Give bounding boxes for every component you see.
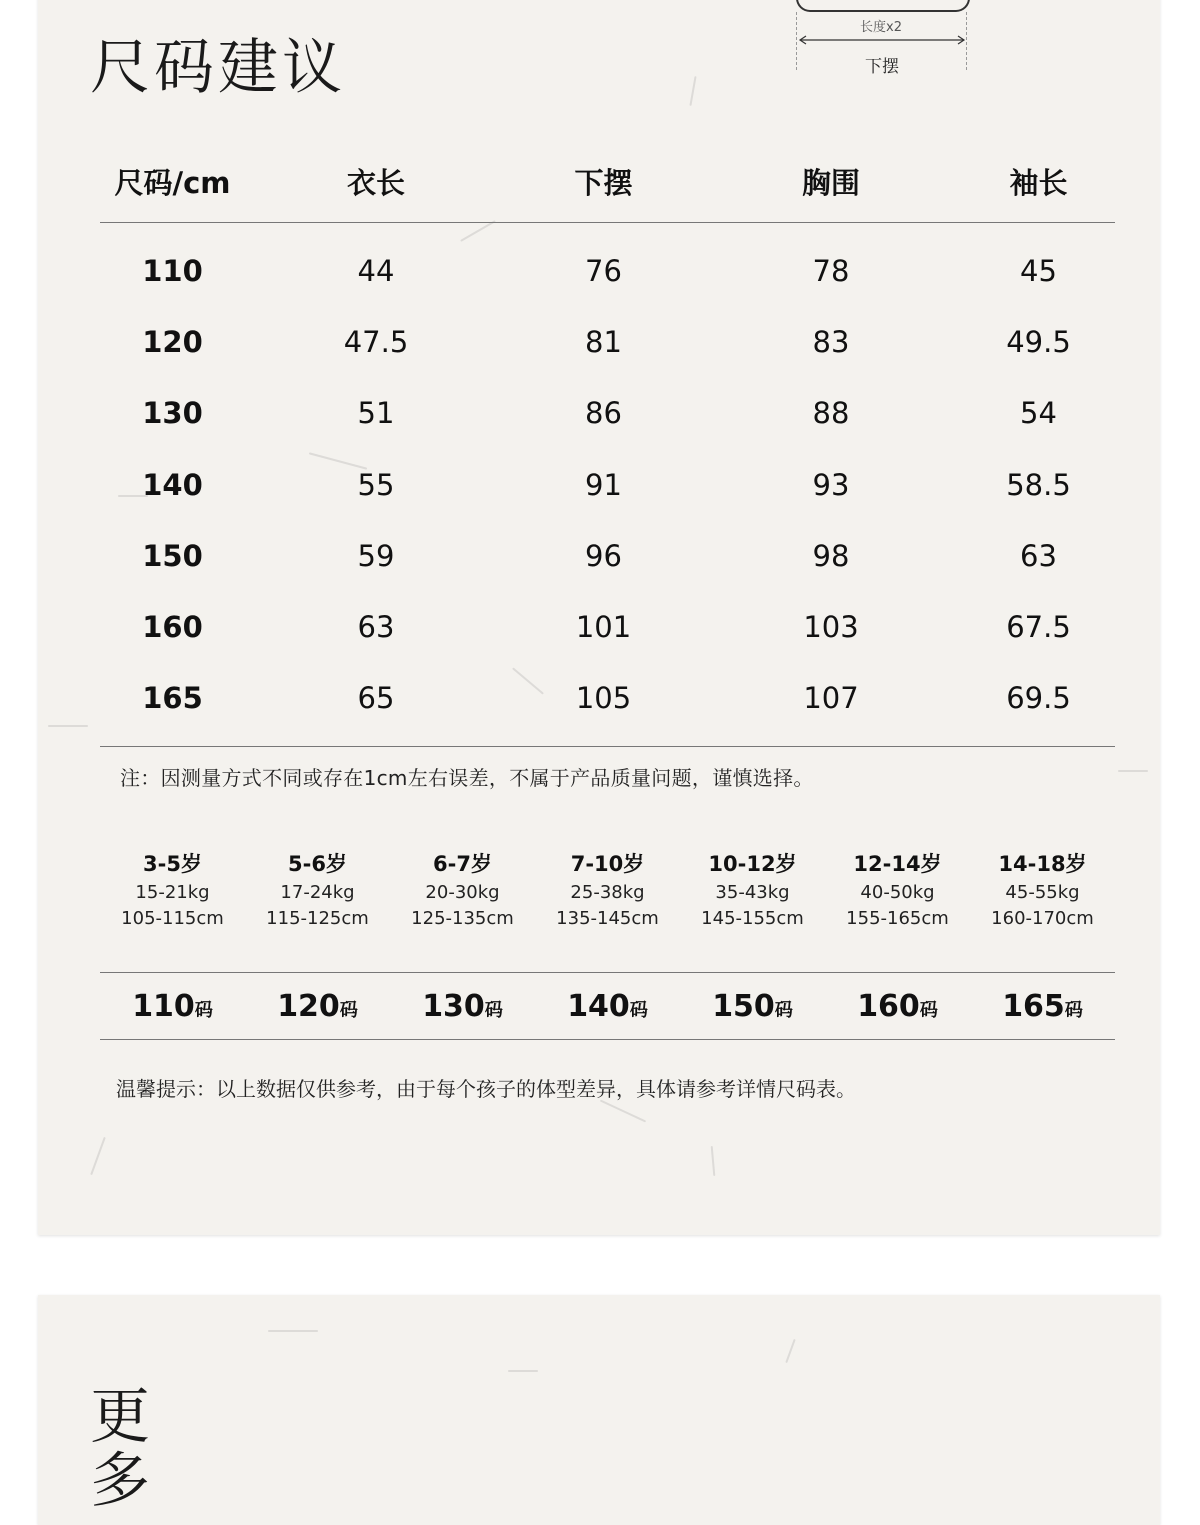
weight-range: 20-30kg [425,882,500,903]
size-guide-card [38,0,1160,1235]
table-body [100,223,1115,747]
hem-cell: 76 [585,253,622,288]
divider [100,1039,1115,1040]
size-number: 165 [1002,989,1065,1024]
diagram-small-label: 长度x2 [860,20,902,35]
size-cell: 140 [142,467,203,502]
age-range: 7-10岁 [570,852,645,876]
weight-range: 17-24kg [280,882,355,903]
table-row [100,663,1115,734]
age-range: 12-14岁 [853,852,942,876]
chest-cell: 98 [812,538,850,573]
size-cell: 130 [142,396,203,431]
table-row [100,378,1115,449]
table-header-row [100,140,1115,223]
table-row [100,449,1115,520]
height-range: 160-170cm [991,908,1094,929]
age-column [680,848,825,932]
recommended-size [970,989,1115,1024]
chest-cell: 83 [812,324,850,359]
length-cell: 63 [357,610,395,645]
age-range: 6-7岁 [433,852,492,876]
hem-cell: 105 [575,681,632,716]
sleeve-cell: 45 [1020,253,1057,288]
height-range: 145-155cm [701,908,804,929]
recommended-size [680,989,825,1024]
size-unit: 码 [919,1000,938,1021]
table-row [100,306,1115,377]
weight-range: 45-55kg [1005,882,1080,903]
size-cell: 150 [142,538,203,573]
table-row [100,591,1115,662]
table-row [100,235,1115,306]
size-unit: 码 [339,1000,358,1021]
age-range: 10-12岁 [708,852,797,876]
hem-cell: 96 [585,538,622,573]
chest-cell: 103 [803,610,859,645]
header-chest: 胸围 [801,165,860,200]
age-range: 5-6岁 [288,852,347,876]
hem-cell: 101 [575,610,632,645]
size-unit: 码 [774,1000,793,1021]
length-cell: 55 [357,467,395,502]
size-number: 120 [277,989,340,1024]
age-column [535,848,680,932]
hem-cell: 91 [585,467,622,502]
age-guide [100,848,1115,932]
tip-text: 温馨提示：以上数据仅供参考，由于每个孩子的体型差异，具体请参考详情尺码表。 [116,1077,856,1101]
size-number: 140 [567,989,630,1024]
recommended-size [825,989,970,1024]
sleeve-cell: 54 [1020,396,1057,431]
size-number: 150 [712,989,775,1024]
age-column [245,848,390,932]
weight-range: 15-21kg [135,882,210,903]
size-unit: 码 [1064,1000,1083,1021]
chest-cell: 93 [812,467,850,502]
chest-cell: 78 [812,253,850,288]
age-column [970,848,1115,932]
weight-range: 25-38kg [570,882,645,903]
height-range: 105-115cm [121,908,224,929]
size-unit: 码 [194,1000,213,1021]
size-cell: 110 [142,253,203,288]
size-table [100,140,1115,747]
recommended-size [390,989,535,1024]
size-number: 160 [857,989,920,1024]
section-title: 尺码建议 [90,33,346,103]
measurement-diagram [778,0,1118,90]
hem-cell: 81 [585,324,622,359]
length-cell: 65 [357,681,395,716]
age-column [100,848,245,932]
length-cell: 47.5 [343,324,409,359]
size-cell: 160 [142,610,203,645]
more-section-card [38,1295,1160,1525]
size-number: 110 [132,989,195,1024]
size-unit: 码 [629,1000,648,1021]
age-label-row [100,848,1115,932]
next-section-title: 更多 [90,1382,150,1516]
recommended-size [245,989,390,1024]
measurement-note: 注：因测量方式不同或存在1cm左右误差，不属于产品质量问题，谨慎选择。 [120,766,814,790]
age-column [390,848,535,932]
recommended-size-row [100,975,1115,1038]
age-range: 3-5岁 [143,852,202,876]
double-arrow-icon [798,35,966,45]
sleeve-cell: 69.5 [1006,681,1071,716]
recommended-size [100,989,245,1024]
size-cell: 120 [142,324,203,359]
age-column [825,848,970,932]
diagram-label: 下摆 [865,57,899,77]
table-row [100,520,1115,591]
length-cell: 59 [357,538,395,573]
height-range: 125-135cm [411,908,514,929]
header-hem: 下摆 [574,165,633,200]
size-cell: 165 [142,681,203,716]
height-range: 135-145cm [556,908,659,929]
sleeve-cell: 58.5 [1006,467,1071,502]
divider [100,972,1115,973]
garment-hem-outline [796,0,970,12]
header-length: 衣长 [346,165,405,200]
height-range: 155-165cm [846,908,949,929]
size-number: 130 [422,989,485,1024]
size-unit: 码 [484,1000,503,1021]
header-sleeve: 袖长 [1009,165,1068,200]
weight-range: 35-43kg [715,882,790,903]
sleeve-cell: 67.5 [1006,610,1071,645]
chest-cell: 88 [812,396,850,431]
length-cell: 44 [357,253,395,288]
header-size: 尺码/cm [114,165,231,200]
recommended-size [535,989,680,1024]
weight-range: 40-50kg [860,882,935,903]
length-cell: 51 [357,396,395,431]
height-range: 115-125cm [266,908,369,929]
chest-cell: 107 [803,681,859,716]
sleeve-cell: 63 [1020,538,1057,573]
hem-cell: 86 [585,396,622,431]
age-range: 14-18岁 [998,852,1087,876]
sleeve-cell: 49.5 [1006,324,1071,359]
